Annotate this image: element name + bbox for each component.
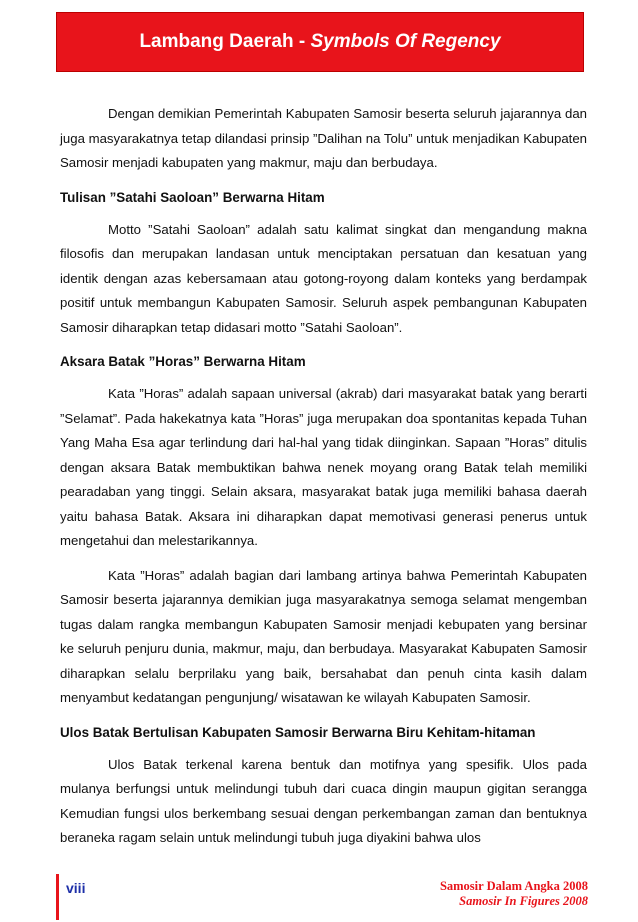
intro-paragraph: Dengan demikian Pemerintah Kabupaten Samosir beserta seluruh jajarannya dan juga masyarakatnya tetap dilandasi prinsip ”Dalihan na Tolu” untuk menjadikan Kabupaten Samosir menjadi kabupaten yang makmur, maju dan berbudaya. — [60, 106, 587, 170]
footer-line-2: Samosir In Figures 2008 — [459, 894, 588, 908]
header-banner — [56, 12, 584, 72]
section-heading-ulos: Ulos Batak Bertulisan Kabupaten Samosir Berwarna Biru Kehitam-hitaman — [60, 724, 536, 740]
paragraph-ulos: Ulos Batak terkenal karena bentuk dan motifnya yang spesifik. Ulos pada mulanya berfungsi untuk melindungi tubuh dari cuaca dingin maupun gigitan serangga Kemudian fungsi ulos berkembang sesuai dengan perkembangan zaman dan bentuknya beraneka ragam selain untuk melindungi tubuh juga diyakini bahwa ulos — [60, 756, 587, 845]
paragraph-horas-2: Kata ”Horas” adalah bagian dari lambang artinya bahwa Pemerintah Kabupaten Samosir beserta jajarannya demikian juga masyarakatnya semoga selamat mengemban tugas dalam rangka membangun Kabupaten Samosir menjadi kebupaten yang bersinar ke seluruh penjuru dunia, makmur, maju, dan berbudaya. Masyarakat Kabupaten Samosir diharapkan selalu berprilaku yang baik, bersahabat dan penuh cinta kasih dalam menyambut kedatangan pengunjung/ wisatawan ke wilayah Kabupaten Samosir. — [60, 567, 587, 705]
footer-accent-bar — [56, 874, 59, 920]
footer-publication — [440, 879, 588, 909]
document-body — [60, 102, 587, 861]
page-title — [139, 31, 500, 53]
title-sub: Symbols Of Regency — [310, 31, 501, 52]
title-main: Lambang Daerah - — [139, 31, 311, 52]
section-heading-horas: Aksara Batak ”Horas” Berwarna Hitam — [60, 354, 306, 369]
paragraph-horas-1: Kata ”Horas” adalah sapaan universal (akrab) dari masyarakat batak yang berarti ”Selamat”. Pada hakekatnya kata ”Horas” juga merupakan doa spontanitas kepada Tuhan Yang Maha Esa agar terlindung dari hal-hal yang tidak diinginkan. Sapaan ”Horas” ditulis dengan aksara Batak membuktikan bahwa nenek moyang orang Batak telah memiliki pearadaban yang tinggi. Selain aksara, masyarakat batak juga memiliki bahasa daerah yaitu bahasa Batak. Aksara ini diharapkan dapat memotivasi generasi penerus untuk mengetahui dan melestarikannya. — [60, 386, 587, 548]
paragraph-satahi: Motto ”Satahi Saoloan” adalah satu kalimat singkat dan mengandung makna filosofis dan merupakan landasan untuk menciptakan persatuan dan kesatuan yang identik dengan azas kebersamaan atau gotong-royong dalam konteks yang berdampak positif untuk membangun Kabupaten Samosir. Seluruh aspek pembangunan Kabupaten Samosir diharapkan tetap didasari motto ”Satahi Saoloan”. — [60, 221, 587, 335]
footer-line-1: Samosir Dalam Angka 2008 — [439, 879, 588, 893]
section-heading-satahi: Tulisan ”Satahi Saoloan” Berwarna Hitam — [60, 189, 325, 205]
page-number: viii — [66, 880, 86, 896]
